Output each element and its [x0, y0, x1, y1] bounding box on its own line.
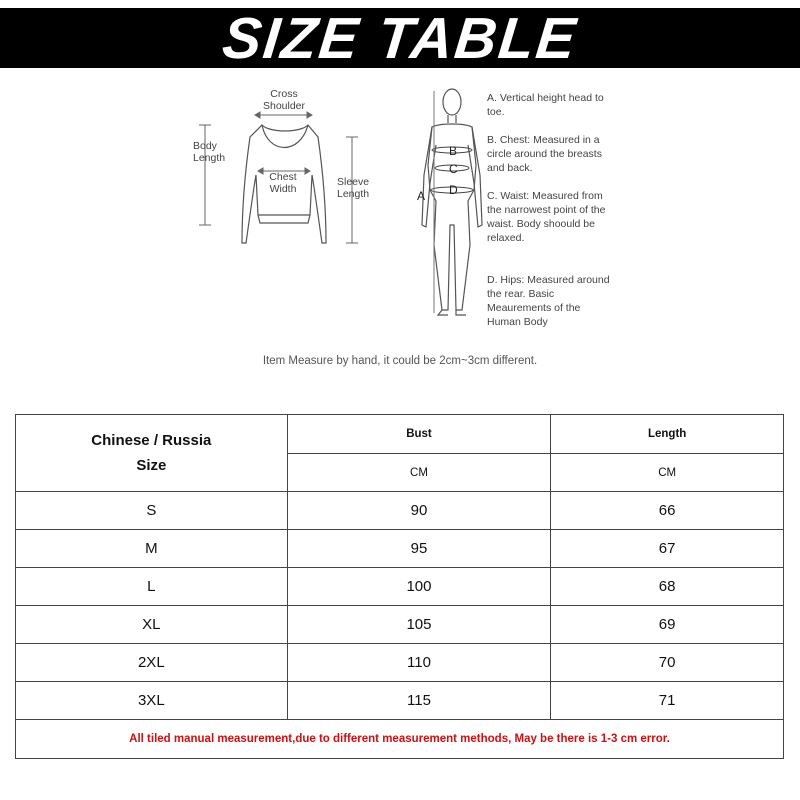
measurement-diagram [0, 75, 800, 375]
bust-unit: CM [287, 454, 551, 492]
table-row [16, 568, 784, 606]
bust-cell: 90 [287, 492, 551, 530]
table-header-row [16, 415, 784, 454]
body-length-label-line1: Body [193, 140, 217, 152]
size-cell: 2XL [16, 644, 288, 682]
size-header-cell [16, 415, 288, 492]
title-banner [0, 6, 800, 71]
page-title: SIZE TABLE [219, 6, 581, 71]
table-row [16, 644, 784, 682]
note-b: B. Chest: Measured in a circle around the breasts and back. [487, 134, 602, 174]
bust-cell: 105 [287, 606, 551, 644]
cross-shoulder-label-line2: Shoulder [262, 100, 306, 112]
bust-cell: 95 [287, 530, 551, 568]
bust-cell: 115 [287, 682, 551, 720]
bust-cell: 100 [287, 568, 551, 606]
sleeve-length-label-line2: Length [337, 188, 370, 200]
cross-shoulder-label [254, 88, 314, 112]
length-cell: 66 [551, 492, 784, 530]
marker-c: C [449, 162, 458, 176]
length-cell: 69 [551, 606, 784, 644]
size-cell: XL [16, 606, 288, 644]
marker-b: B [449, 144, 458, 158]
size-cell: 3XL [16, 682, 288, 720]
note-a: A. Vertical height head to toe. [487, 92, 604, 118]
diagram-illustration [0, 75, 800, 375]
size-header-line1: Chinese / Russia [91, 432, 212, 449]
table-row [16, 682, 784, 720]
table-row [16, 492, 784, 530]
chest-width-label-line1: Chest [269, 171, 297, 183]
body-length-label [193, 140, 225, 164]
note-c: C. Waist: Measured from the narrowest point of the waist. Body shoould be relaxed. [487, 190, 606, 244]
length-unit: CM [551, 454, 784, 492]
table-footnote: All tiled manual measurement,due to different measurement methods, May be there is 1-3 cm error. [16, 720, 784, 759]
body-figure-drawing [422, 89, 482, 315]
measure-note: Item Measure by hand, it could be 2cm~3cm different. [262, 355, 538, 367]
size-header-line2: Size [136, 457, 167, 474]
bust-cell: 110 [287, 644, 551, 682]
sleeve-length-label [337, 176, 369, 200]
size-cell: L [16, 568, 288, 606]
chest-width-label-line2: Width [269, 183, 297, 195]
cross-shoulder-label-line1: Cross [270, 88, 298, 100]
marker-a: A [417, 189, 426, 203]
length-cell: 71 [551, 682, 784, 720]
length-cell: 68 [551, 568, 784, 606]
length-cell: 70 [551, 644, 784, 682]
marker-d: D [449, 183, 458, 197]
size-table [15, 414, 784, 759]
bust-header: Bust [287, 415, 551, 454]
size-cell: M [16, 530, 288, 568]
chest-width-label [258, 171, 308, 195]
note-d: D. Hips: Measured around the rear. Basic Meaurements of the Human Body [487, 274, 610, 328]
size-cell: S [16, 492, 288, 530]
table-footnote-row [16, 720, 784, 759]
table-row [16, 530, 784, 568]
sleeve-length-label-line1: Sleeve [337, 176, 370, 188]
length-cell: 67 [551, 530, 784, 568]
body-length-label-line2: Length [193, 152, 226, 164]
length-header: Length [551, 415, 784, 454]
table-row [16, 606, 784, 644]
